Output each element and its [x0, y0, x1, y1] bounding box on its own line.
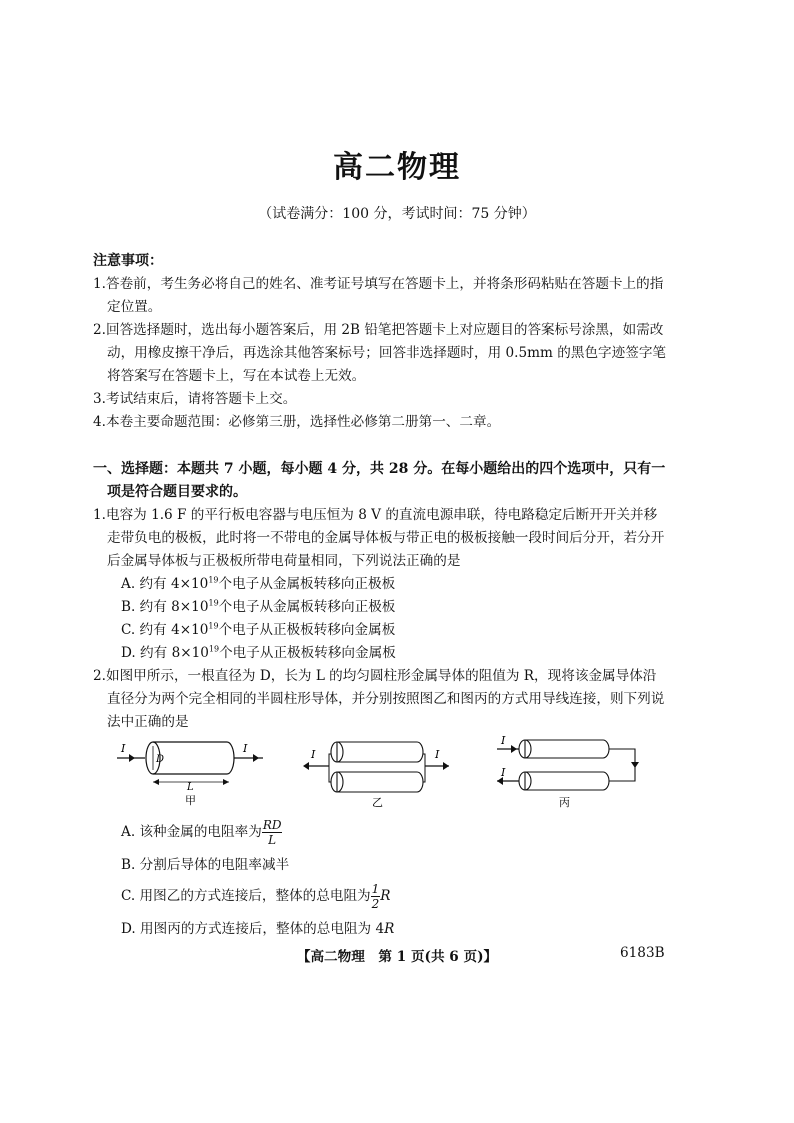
q2-option-c: C. 用图乙的方式连接后，整体的总电阻为 $\frac{1}{2}$ R [121, 882, 391, 911]
current-label: I [501, 766, 506, 779]
notice-item: 1.答卷前，考生务必将自己的姓名、准考证号填写在答题卡上，并将条形码粘贴在答题卡上的指定位置。 [93, 276, 664, 315]
notice-heading: 注意事项： [93, 253, 163, 269]
page-title: 高二物理 [333, 150, 461, 185]
figure-bing [497, 734, 639, 809]
q2-option-b: B. 分割后导体的电阻率减半 [121, 857, 290, 873]
q2-option-d: D. 用图丙的方式连接后，整体的总电阻为 4R [121, 921, 395, 937]
current-label: I [435, 748, 440, 761]
q1-option-a: A. 约有 $4\times 10^{19}$个电子从金属板转移向正极板 [121, 575, 396, 592]
current-label: I [501, 734, 506, 747]
current-label: I [243, 742, 248, 755]
fraction: $\frac{1}{2}$ [371, 882, 380, 911]
q2-option-a: A. 该种金属的电阻率为 $\frac{RD}{L}$ [121, 818, 282, 847]
length-label: L [187, 782, 194, 793]
figure-label-yi: 乙 [372, 796, 383, 809]
conductor-figures [115, 732, 655, 810]
notice-item: 4.本卷主要命题范围：必修第三册，选择性必修第二册第一、二章。 [93, 414, 501, 430]
current-label: I [121, 742, 126, 755]
figure-jia [117, 742, 263, 807]
figure-yi [303, 742, 449, 809]
choice-section [93, 458, 668, 734]
footer-page-info: 【高二物理 第 1 页(共 6 页)】 [296, 949, 498, 965]
q1-option-b: B. 约有 $8\times 10^{19}$个电子从金属板转移向正极板 [121, 598, 396, 615]
notice-item: 3.考试结束后，请将答题卡上交。 [93, 391, 297, 407]
fraction: $\frac{RD}{L}$ [262, 818, 282, 847]
question-1-stem: 1.电容为 1.6 F 的平行板电容器与电压恒为 8 V 的直流电源串联，待电路稳定后断开开关并移走带负电的极板，此时将一不带电的金属导体板与带正电的极板接触一段时间后分开，若分开后金属导体板与正极板所带电荷量相同，下列说法正确的是 [93, 507, 665, 569]
footer-code: 6183B [620, 945, 665, 961]
question-2-stem: 2.如图甲所示，一根直径为 D，长为 L 的均匀圆柱形金属导体的阻值为 R，现将该金属导体沿直径分为两个完全相同的半圆柱形导体，并分别按照图乙和图丙的方式用导线连接，则下列说法中正确的是 [93, 668, 665, 730]
q1-option-c: C. 约有 $4\times 10^{19}$个电子从正极板转移向金属板 [121, 621, 396, 638]
diameter-label: D [156, 754, 165, 765]
current-label: I [311, 748, 316, 761]
figure-label-bing: 丙 [559, 796, 570, 809]
notice-section [93, 250, 668, 434]
figure-label-jia: 甲 [185, 794, 196, 807]
section-heading: 一、选择题：本题共 7 小题，每小题 4 分，共 28 分。在每小题给出的四个选项中，只有一项是符合题目要求的。 [93, 461, 666, 500]
notice-item: 2.回答选择题时，选出每小题答案后，用 2B 铅笔把答题卡上对应题目的答案标号涂黑，如需改动，用橡皮擦干净后，再选涂其他答案标号；回答非选择题时，用 0.5mm 的黑色字迹签字笔将答案写在答题卡上，写在本试卷上无效。 [93, 322, 667, 384]
q1-option-d: D. 约有 $8\times 10^{19}$个电子从正极板转移向金属板 [121, 644, 396, 661]
exam-info: （试卷满分：100 分，考试时间：75 分钟） [258, 206, 536, 222]
